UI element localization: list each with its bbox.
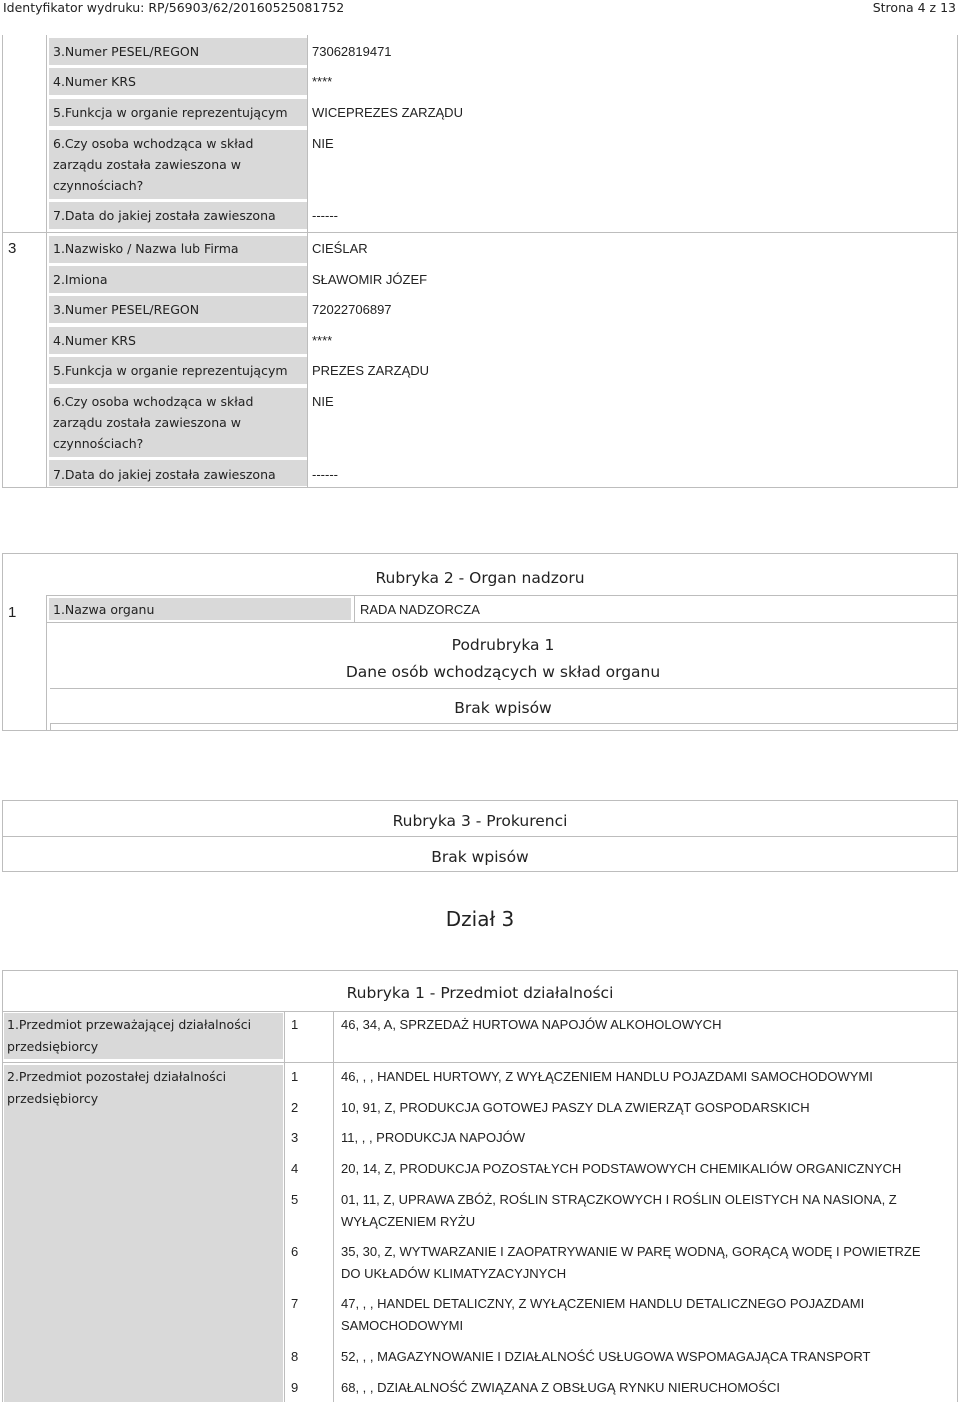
- activity-text: 46, 34, A, SPRZEDAŻ HURTOWA NAPOJÓW ALKOHOLOWYCH: [341, 1017, 722, 1032]
- activity-text: 01, 11, Z, UPRAWA ZBÓŻ, ROŚLIN STRĄCZKOWYCH I ROŚLIN OLEISTYCH NA NASIONA, Z: [341, 1192, 897, 1207]
- activity-text: DO UKŁADÓW KLIMATYZACYJNYCH: [341, 1266, 567, 1281]
- krs-value: ****: [312, 333, 333, 348]
- subsection-title: Podrubryka 1: [451, 636, 555, 654]
- subsection-description: Dane osób wchodzących w skład organu: [345, 663, 661, 681]
- section-title: Rubryka 1 - Przedmiot działalności: [346, 984, 614, 1002]
- activity-number: 1: [291, 1069, 299, 1084]
- suspended-label: czynnościach?: [53, 436, 144, 451]
- suspended-label: zarządu została zawieszona w: [53, 157, 241, 172]
- suspended-label: 6.Czy osoba wchodząca w skład: [53, 136, 254, 151]
- first-name-label: 2.Imiona: [53, 272, 108, 287]
- organ-name-value: RADA NADZORCZA: [360, 602, 480, 617]
- page-number: Strona 4 z 13: [872, 0, 956, 15]
- pesel-value: 73062819471: [312, 44, 392, 59]
- pesel-value: 72022706897: [312, 302, 392, 317]
- name-value: CIEŚLAR: [312, 241, 368, 256]
- first-name-value: SŁAWOMIR JÓZEF: [312, 272, 428, 287]
- activity-number: 2: [291, 1100, 299, 1115]
- section-title: Rubryka 3 - Prokurenci: [392, 812, 568, 830]
- activity-text: 52, , , MAGAZYNOWANIE I DZIAŁALNOŚĆ USŁUGOWA WSPOMAGAJĄCA TRANSPORT: [341, 1349, 871, 1364]
- activity-number: 1: [291, 1017, 299, 1032]
- suspended-label: 6.Czy osoba wchodząca w skład: [53, 394, 254, 409]
- activity-number: 5: [291, 1192, 299, 1207]
- main-activity-label: 1.Przedmiot przeważającej działalności: [7, 1017, 252, 1032]
- suspended-value: NIE: [312, 136, 334, 151]
- krs-value: ****: [312, 74, 333, 89]
- activity-number: 4: [291, 1161, 299, 1176]
- until-value: ------: [312, 208, 338, 223]
- activity-text: SAMOCHODOWYMI: [341, 1318, 464, 1333]
- pesel-label: 3.Numer PESEL/REGON: [53, 44, 200, 59]
- person-index: 3: [8, 240, 17, 257]
- activity-text: WYŁĄCZENIEM RYŻU: [341, 1214, 476, 1229]
- krs-label: 4.Numer KRS: [53, 74, 136, 89]
- activity-number: 6: [291, 1244, 299, 1259]
- until-value: ------: [312, 467, 338, 482]
- function-label: 5.Funkcja w organie reprezentującym: [53, 363, 288, 378]
- empty-entries-text: Brak wpisów: [431, 848, 529, 866]
- section-title: Rubryka 2 - Organ nadzoru: [375, 569, 585, 587]
- activity-number: 3: [291, 1130, 299, 1145]
- activity-text: 35, 30, Z, WYTWARZANIE I ZAOPATRYWANIE W PARĘ WODNĄ, GORĄCĄ WODĘ I POWIETRZE: [341, 1244, 921, 1259]
- activity-text: 10, 91, Z, PRODUKCJA GOTOWEJ PASZY DLA ZWIERZĄT GOSPODARSKICH: [341, 1100, 810, 1115]
- other-activity-label: przedsiębiorcy: [7, 1091, 99, 1106]
- activity-text: 46, , , HANDEL HURTOWY, Z WYŁĄCZENIEM HANDLU POJAZDAMI SAMOCHODOWYMI: [341, 1069, 873, 1084]
- name-label: 1.Nazwisko / Nazwa lub Firma: [53, 241, 239, 256]
- function-value: WICEPREZES ZARZĄDU: [312, 105, 463, 120]
- activity-text: 47, , , HANDEL DETALICZNY, Z WYŁĄCZENIEM HANDLU DETALICZNEGO POJAZDAMI: [341, 1296, 865, 1311]
- activity-text: 11, , , PRODUKCJA NAPOJÓW: [341, 1130, 525, 1145]
- activity-text: 20, 14, Z, PRODUKCJA POZOSTAŁYCH PODSTAWOWYCH CHEMIKALIÓW ORGANICZNYCH: [341, 1161, 902, 1176]
- suspended-value: NIE: [312, 394, 334, 409]
- main-activity-label: przedsiębiorcy: [7, 1039, 99, 1054]
- print-header: [0, 0, 960, 16]
- activity-number: 8: [291, 1349, 299, 1364]
- organ-index: 1: [8, 604, 17, 621]
- activity-number: 9: [291, 1380, 299, 1395]
- organ-name-label: 1.Nazwa organu: [53, 602, 155, 617]
- empty-entries-text: Brak wpisów: [454, 699, 552, 717]
- other-activity-label: 2.Przedmiot pozostałej działalności: [7, 1069, 227, 1084]
- until-label: 7.Data do jakiej została zawieszona: [53, 467, 276, 482]
- suspended-label: czynnościach?: [53, 178, 144, 193]
- suspended-label: zarządu została zawieszona w: [53, 415, 241, 430]
- krs-label: 4.Numer KRS: [53, 333, 136, 348]
- function-label: 5.Funkcja w organie reprezentującym: [53, 105, 288, 120]
- activity-text: 68, , , DZIAŁALNOŚĆ ZWIĄZANA Z OBSŁUGĄ RYNKU NIERUCHOMOŚCI: [341, 1380, 780, 1395]
- division-title: Dział 3: [445, 907, 515, 931]
- until-label: 7.Data do jakiej została zawieszona: [53, 208, 276, 223]
- function-value: PREZES ZARZĄDU: [312, 363, 430, 378]
- pesel-label: 3.Numer PESEL/REGON: [53, 302, 200, 317]
- print-identifier: Identyfikator wydruku: RP/56903/62/20160525081752: [3, 0, 345, 15]
- activity-number: 7: [291, 1296, 299, 1311]
